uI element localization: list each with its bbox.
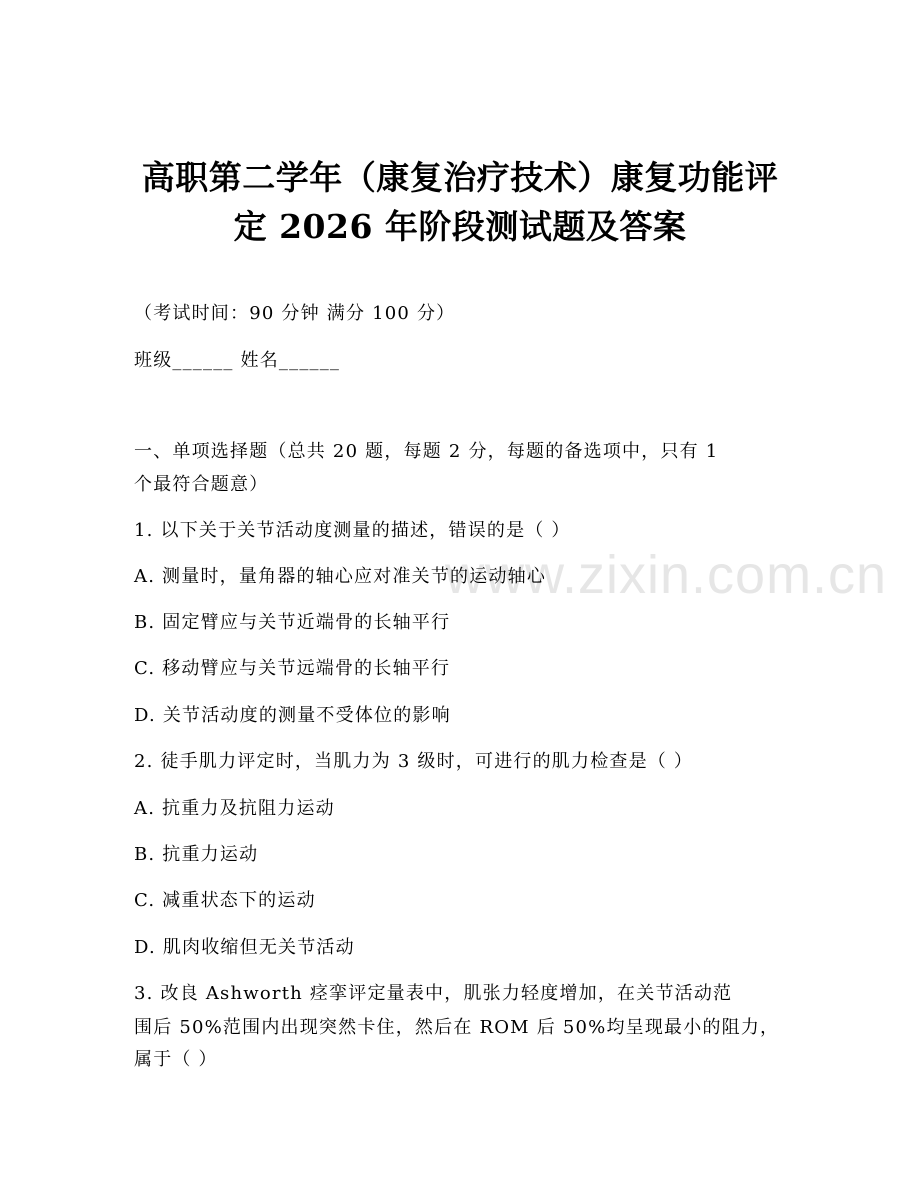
question-2-option-a: A. 抗重力及抗阻力运动 [134,798,335,819]
question-2-stem: 2. 徒手肌力评定时，当肌力为 3 级时，可进行的肌力检查是（ ） [134,751,694,772]
watermark-text: www.zixin.com.cn [445,545,888,605]
section-heading-line-2: 个最符合题意） [134,474,269,495]
question-1-option-a: A. 测量时，量角器的轴心应对准关节的运动轴心 [134,566,547,587]
question-2-option-c: C. 减重状态下的运动 [134,890,316,911]
question-1-option-c: C. 移动臂应与关节远端骨的长轴平行 [134,658,451,679]
question-3-stem-line-1: 3. 改良 Ashworth 痉挛评定量表中，肌张力轻度增加，在关节活动范 [134,983,733,1004]
question-3-stem-line-2: 围后 50%范围内出现突然卡住，然后在 ROM 后 50%均呈现最小的阻力， [134,1017,780,1038]
question-1-option-d: D. 关节活动度的测量不受体位的影响 [134,705,451,726]
question-1-stem: 1. 以下关于关节活动度测量的描述，错误的是（ ） [134,520,571,541]
document-title-line-1: 高职第二学年（康复治疗技术）康复功能评 [141,158,779,197]
question-1-option-b: B. 固定臂应与关节近端骨的长轴平行 [134,612,451,633]
question-2-option-d: D. 肌肉收缩但无关节活动 [134,937,355,958]
class-name-fields: 班级______ 姓名______ [134,350,341,371]
document-title-line-2: 定 2026 年阶段测试题及答案 [233,207,687,246]
exam-info: （考试时间：90 分钟 满分 100 分） [134,303,456,324]
section-heading-line-1: 一、单项选择题（总共 20 题，每题 2 分，每题的备选项中，只有 1 [134,441,719,462]
question-3-stem-line-3: 属于（ ） [134,1049,218,1070]
question-2-option-b: B. 抗重力运动 [134,844,259,865]
